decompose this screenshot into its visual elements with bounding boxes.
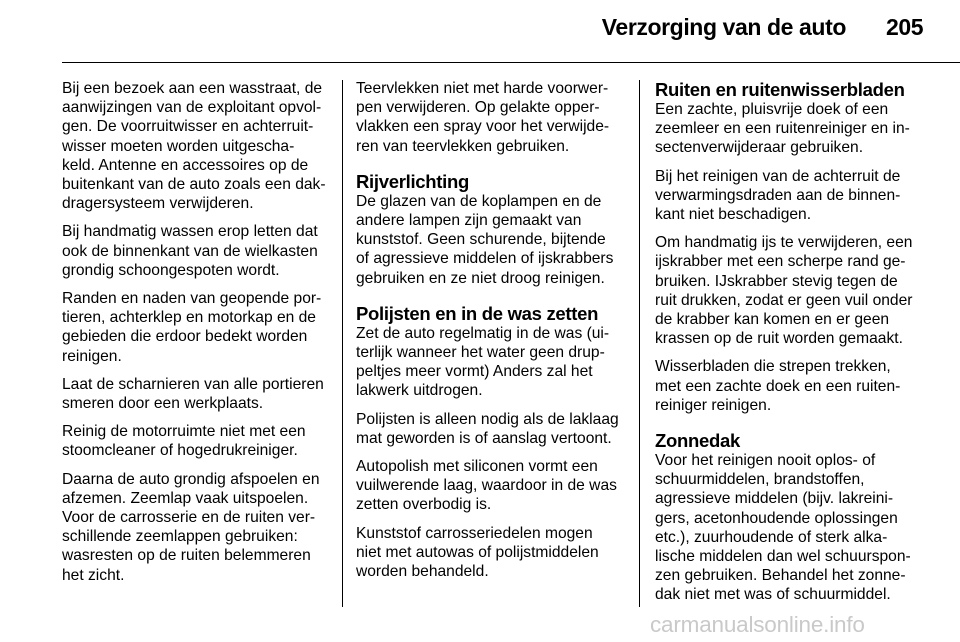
text-line: het zicht. [62, 566, 125, 584]
text-line: buitenkant van de auto zoals een dak- [62, 176, 326, 194]
paragraph [655, 167, 927, 225]
section [356, 303, 624, 581]
paragraph [62, 375, 330, 413]
text-line: mat geworden is of aanslag vertoont. [356, 429, 612, 447]
text-line: sectenverwijderaar gebruiken. [655, 139, 864, 157]
text-line: gen. De voorruitwisser en achterruit- [62, 118, 314, 136]
section [356, 171, 624, 288]
text-line: andere lampen zijn gemaakt van [356, 212, 582, 230]
text-line: peltjes meer vormt) Anders zal het [356, 363, 593, 381]
section-heading: Zonnedak [655, 430, 740, 452]
text-line: worden behandeld. [356, 563, 489, 581]
text-line: bruiken. IJskrabber stevig tegen de [655, 272, 898, 290]
text-line: Laat de scharnieren van alle portieren [62, 375, 324, 393]
text-line: schillende zeemlappen gebruiken: [62, 528, 298, 546]
text-line: pen verwijderen. Op gelakte opper- [356, 99, 600, 117]
paragraph [356, 410, 624, 448]
text-line: zetten overbodig is. [356, 496, 492, 514]
text-line: Polijsten is alleen nodig als de laklaag [356, 410, 619, 428]
text-line: dragersysteem verwijderen. [62, 195, 254, 213]
text-line: gebruiken en ze niet droog reinigen. [356, 269, 605, 287]
paragraph [62, 422, 330, 460]
text-line: Zet de auto regelmatig in de was (ui- [356, 324, 610, 342]
text-line: Bij handmatig wassen erop letten dat [62, 223, 318, 241]
column-left [62, 79, 330, 594]
text-line: zen gebruiken. Behandel het zonne- [655, 567, 906, 585]
section [356, 79, 624, 156]
text-line: lische middelen dan wel schuurspon- [655, 548, 911, 566]
page-header [0, 0, 960, 62]
paragraph [356, 524, 624, 582]
text-line: Bij het reinigen van de achterruit de [655, 167, 901, 185]
text-line: kant niet beschadigen. [655, 206, 812, 224]
column-middle [356, 79, 624, 590]
paragraph [62, 470, 330, 585]
paragraph [356, 79, 624, 156]
paragraph [62, 79, 330, 213]
text-line: Om handmatig ijs te verwijderen, een [655, 234, 913, 252]
text-line: Wisserbladen die strepen trekken, [655, 358, 891, 376]
paragraph [62, 289, 330, 366]
text-line: Een zachte, pluisvrije doek of een [655, 101, 889, 118]
text-line: terlijk wanneer het water geen drup- [356, 344, 605, 362]
text-line: reinigen. [62, 347, 122, 365]
text-line: etc.), zuurhoudende of sterk alka- [655, 528, 888, 546]
text-line: Bij een bezoek aan een wasstraat, de [62, 80, 323, 97]
section [655, 79, 927, 415]
paragraph [356, 192, 624, 288]
text-line: aanwijzingen van de exploitant opvol- [62, 99, 322, 117]
text-line: Reinig de motorruimte niet met een [62, 423, 306, 441]
text-line: vlakken een spray voor het verwijde- [356, 118, 610, 136]
column-divider [639, 80, 640, 607]
text-line: De glazen van de koplampen en de [356, 192, 602, 210]
text-line: vuilwerende laag, waardoor in de was [356, 477, 617, 495]
text-line: zeemleer en een ruitenreiniger en in- [655, 120, 910, 138]
text-line: ren van teervlekken gebruiken. [356, 137, 570, 155]
text-line: verwarmingsdraden aan de binnen- [655, 186, 901, 204]
section [655, 430, 927, 605]
text-line: Randen en naden van geopende por- [62, 290, 322, 308]
text-line: Voor de carrosserie en de ruiten ver- [62, 509, 316, 527]
text-line: kunststof. Geen schurende, bijtende [356, 231, 606, 249]
text-line: Teervlekken niet met harde voorwer- [356, 80, 609, 97]
paragraph [356, 324, 624, 401]
text-line: smeren door een werkplaats. [62, 395, 264, 413]
page-title: Verzorging van de auto [601, 14, 846, 40]
text-line: tieren, achterklep en motorkap en de [62, 309, 316, 327]
paragraph [62, 222, 330, 280]
text-line: gebieden die erdoor bedekt worden [62, 328, 308, 346]
text-line: reiniger reinigen. [655, 396, 772, 414]
text-line: Kunststof carrosseriedelen mogen [356, 524, 593, 542]
section-heading: Ruiten en ruitenwisserbladen [655, 79, 905, 100]
text-line: stoomcleaner of hogedrukreiniger. [62, 442, 298, 460]
paragraph [655, 233, 927, 348]
paragraph [655, 357, 927, 415]
text-line: of agressieve middelen of ijskrabbers [356, 250, 614, 268]
text-line: lakwerk uitdrogen. [356, 382, 483, 400]
section-heading: Polijsten en in de was zetten [356, 302, 599, 324]
text-line: afzemen. Zeemlap vaak uitspoelen. [62, 489, 309, 507]
text-line: Autopolish met siliconen vormt een [356, 458, 598, 476]
text-line: gers, acetonhoudende oplossingen [655, 509, 898, 527]
text-line: wasresten op de ruiten belemmeren [62, 547, 311, 565]
text-line: Daarna de auto grondig afspoelen en [62, 470, 320, 488]
text-line: schuurmiddelen, brandstoffen, [655, 471, 865, 489]
page-number: 205 [886, 14, 924, 40]
text-line: ruit drukken, zodat er geen vuil onder [655, 291, 913, 309]
text-line: wisser moeten worden uitgescha- [62, 137, 295, 155]
paragraph [356, 457, 624, 515]
text-line: krassen op de ruit worden gemaakt. [655, 330, 903, 348]
text-line: keld. Antenne en accessoires op de [62, 156, 309, 174]
section [62, 79, 330, 585]
text-line: ijskrabber met een scherpe rand ge- [655, 253, 906, 271]
text-line: grondig schoongespoten wordt. [62, 261, 280, 279]
text-line: agressieve middelen (bijv. lakreini- [655, 490, 894, 508]
column-divider [342, 80, 343, 607]
text-line: dak niet met was of schuurmiddel. [655, 586, 891, 604]
column-right [655, 79, 927, 614]
watermark: carmanualsonline.info [650, 612, 865, 637]
text-line: Voor het reinigen nooit oplos- of [655, 452, 876, 470]
text-line: de krabber kan komen en er geen [655, 311, 890, 329]
paragraph [655, 100, 927, 158]
text-line: niet met autowas of polijstmiddelen [356, 543, 599, 561]
section-heading: Rijverlichting [356, 170, 469, 192]
text-line: met een zachte doek en een ruiten- [655, 377, 901, 395]
paragraph [655, 451, 927, 605]
text-line: ook de binnenkant van de wielkasten [62, 242, 318, 260]
header-divider [62, 62, 960, 63]
